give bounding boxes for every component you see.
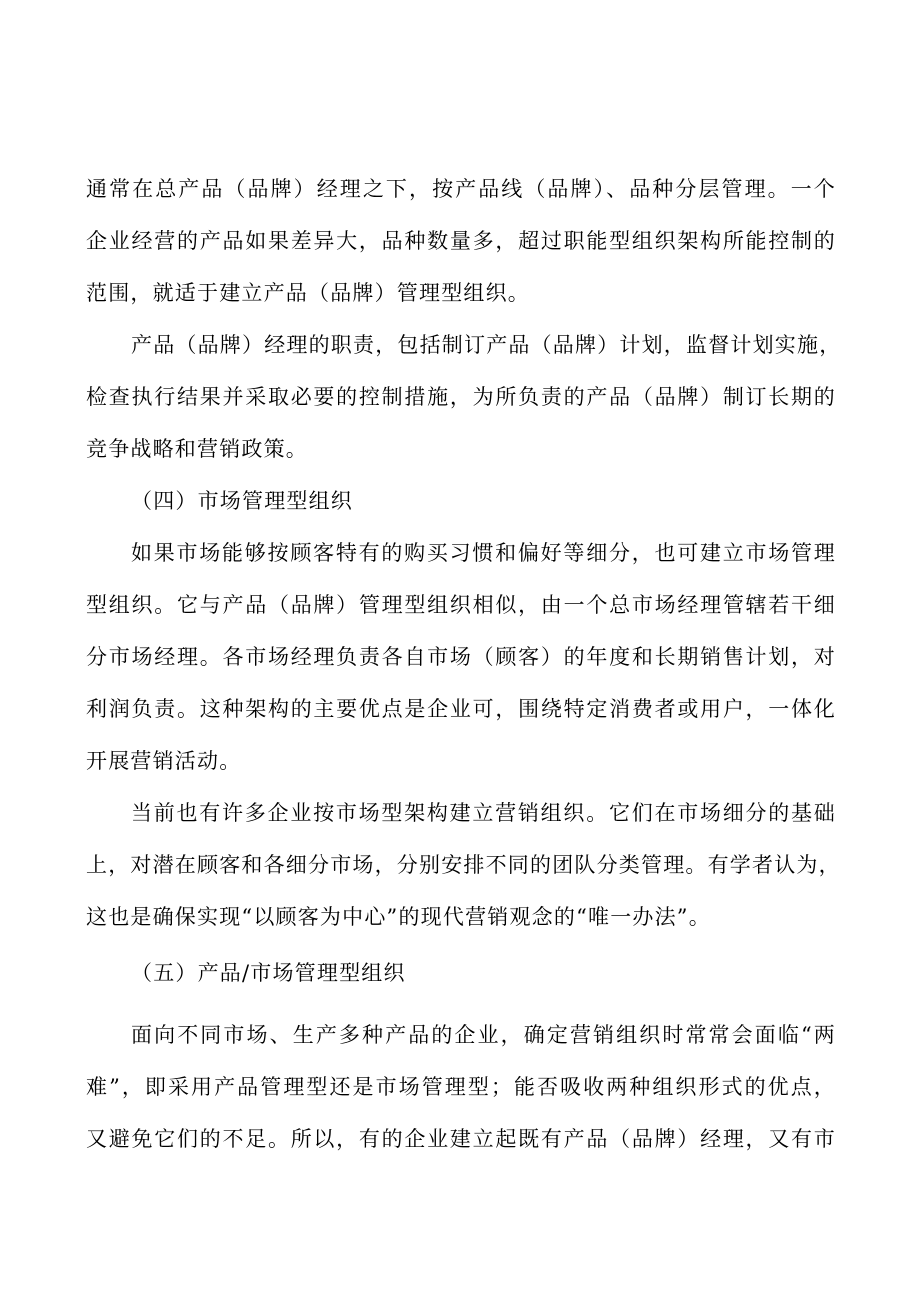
text-line: 这也是确保实现“以顾客为中心”的现代营销观念的“唯一办法”。 (86, 905, 711, 929)
text-line: 利润负责。这种架构的主要优点是企业可，围绕特定消费者或用户，一体化 (86, 697, 836, 721)
text-line: 面向不同市场、生产多种产品的企业，确定营销组织时常常会面临“两 (131, 1023, 836, 1047)
text-line: 型组织。它与产品（品牌）管理型组织相似，由一个总市场经理管辖若干细 (86, 593, 836, 617)
text-line: 如果市场能够按顾客特有的购买习惯和偏好等细分，也可建立市场管理 (131, 541, 836, 565)
text-line: 产品（品牌）经理的职责，包括制订产品（品牌）计划，监督计划实施， (131, 333, 842, 357)
text-line: 通常在总产品（品牌）经理之下，按产品线（品牌）、品种分层管理。一个 (86, 177, 836, 201)
section-heading-market-management: （四）市场管理型组织 (131, 489, 353, 513)
text-line: 难”，即采用产品管理型还是市场管理型；能否吸收两种组织形式的优点， (86, 1075, 836, 1099)
text-line: 范围，就适于建立产品（品牌）管理型组织。 (86, 281, 530, 305)
text-line: 竞争战略和营销政策。 (86, 437, 308, 461)
section-heading-product-market-management: （五）产品/市场管理型组织 (131, 961, 406, 985)
text-line: 上，对潜在顾客和各细分市场，分别安排不同的团队分类管理。有学者认为， (86, 853, 841, 877)
text-line: 当前也有许多企业按市场型架构建立营销组织。它们在市场细分的基础 (131, 801, 836, 825)
text-line: 检查执行结果并采取必要的控制措施，为所负责的产品（品牌）制订长期的 (86, 385, 836, 409)
text-line: 企业经营的产品如果差异大，品种数量多，超过职能型组织架构所能控制的 (86, 229, 836, 253)
text-line: 又避免它们的不足。所以，有的企业建立起既有产品（品牌）经理，又有市 (86, 1127, 836, 1151)
text-line: 开展营销活动。 (86, 749, 242, 773)
text-line: 分市场经理。各市场经理负责各自市场（顾客）的年度和长期销售计划，对 (86, 645, 836, 669)
